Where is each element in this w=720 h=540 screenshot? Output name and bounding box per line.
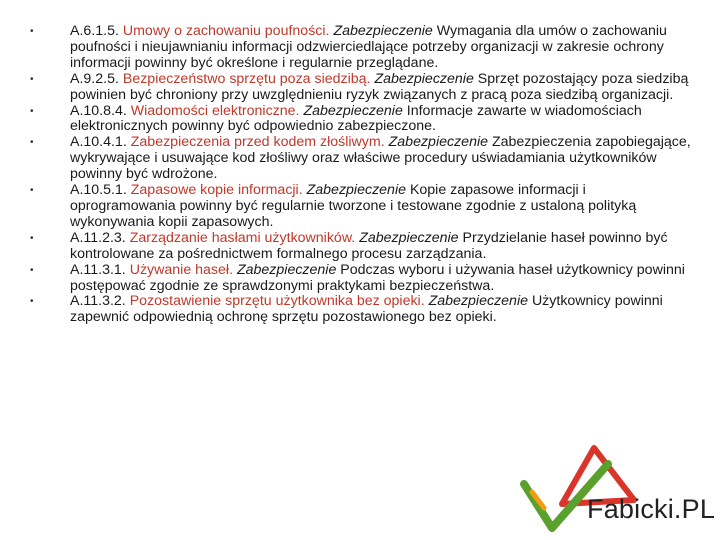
item-code: A.6.1.5. (70, 23, 119, 39)
item-code: A.11.3.1. (70, 261, 126, 278)
item-label: Zabezpieczenie (374, 70, 474, 87)
item-text: Wymagania dla umów o zachowaniu poufności i nieujawnianiu informacji odzwierciedlające potrzeby organizacji w zakresie ochrony informacji powinny być określone i regularnie przeglądane. (70, 23, 667, 71)
bullet-icon: • (30, 26, 34, 37)
item-code: A.10.4.1. (70, 134, 127, 151)
item-text: Informacje zawarte w wiadomościach elektronicznych powinny być odpowiednio zabezpieczone. (70, 102, 642, 135)
bullet-icon: • (30, 73, 34, 85)
item-title: Używanie haseł. (129, 261, 234, 278)
list-item (30, 294, 694, 326)
bullet-icon: • (30, 137, 34, 149)
item-code: A.9.2.5. (70, 70, 119, 87)
list-item (30, 24, 694, 72)
item-label: Zabezpieczenie (303, 102, 403, 119)
item-label: Zabezpieczenie (428, 293, 528, 310)
item-title: Zarządzanie hasłami użytkowników. (129, 229, 356, 246)
bullet-icon: • (30, 185, 34, 197)
bullet-icon: • (30, 105, 34, 117)
list-item (30, 263, 694, 295)
item-label: Zabezpieczenie (333, 23, 433, 39)
item-text: Kopie zapasowe informacji i oprogramowania powinny być regularnie tworzone i testowane zgodnie z ustaloną polityką wykonywania kopii zapasowych. (70, 182, 637, 230)
item-label: Zabezpieczenie (236, 261, 337, 278)
item-text: Sprzęt pozostający poza siedzibą powinien być chroniony przy uwzględnieniu ryzyk związanych z pracą poza siedzibą organizacji. (70, 70, 689, 103)
bullet-icon: • (30, 296, 34, 308)
item-text: Zabezpieczenia zapobiegające, wykrywające i usuwające kod złośliwy oraz właściwe procedury uświadamiania użytkowników powinny być wdrożone. (70, 134, 691, 183)
item-label: Zabezpieczenie (359, 229, 459, 246)
item-label: Zabezpieczenie (388, 134, 488, 151)
item-title: Wiadomości elektroniczne. (130, 102, 300, 119)
item-title: Zabezpieczenia przed kodem złośliwym. (130, 134, 385, 151)
control-list (30, 24, 694, 326)
item-text: Użytkownicy powinni zapewnić odpowiednią ochronę sprzętu pozostawionego bez opieki. (70, 293, 663, 326)
item-title: Bezpieczeństwo sprzętu poza siedzibą. (122, 70, 371, 87)
item-code: A.11.2.3. (70, 229, 126, 246)
item-title: Zapasowe kopie informacji. (130, 182, 303, 199)
item-label: Zabezpieczenie (306, 182, 406, 199)
item-title: Umowy o zachowaniu poufności. (122, 23, 330, 39)
logo-text: Fabicki.PL (587, 494, 716, 524)
item-title: Pozostawienie sprzętu użytkownika bez opieki. (129, 293, 425, 310)
list-item (30, 183, 694, 231)
item-code: A.11.3.2. (70, 293, 126, 310)
list-item (30, 135, 694, 183)
bullet-icon: • (30, 264, 34, 276)
list-item (30, 231, 694, 263)
list-item (30, 72, 694, 104)
item-code: A.10.8.4. (70, 102, 127, 119)
item-text: Przydzielanie haseł powinno być kontrolowane za pośrednictwem formalnego procesu zarządzania. (70, 229, 668, 262)
list-item (30, 104, 694, 136)
item-code: A.10.5.1. (70, 182, 127, 199)
bullet-icon: • (30, 232, 34, 244)
item-text: Podczas wyboru i używania haseł użytkownicy powinni postępować zgodnie ze sprawdzonymi praktykami bezpieczeństwa. (70, 261, 685, 294)
